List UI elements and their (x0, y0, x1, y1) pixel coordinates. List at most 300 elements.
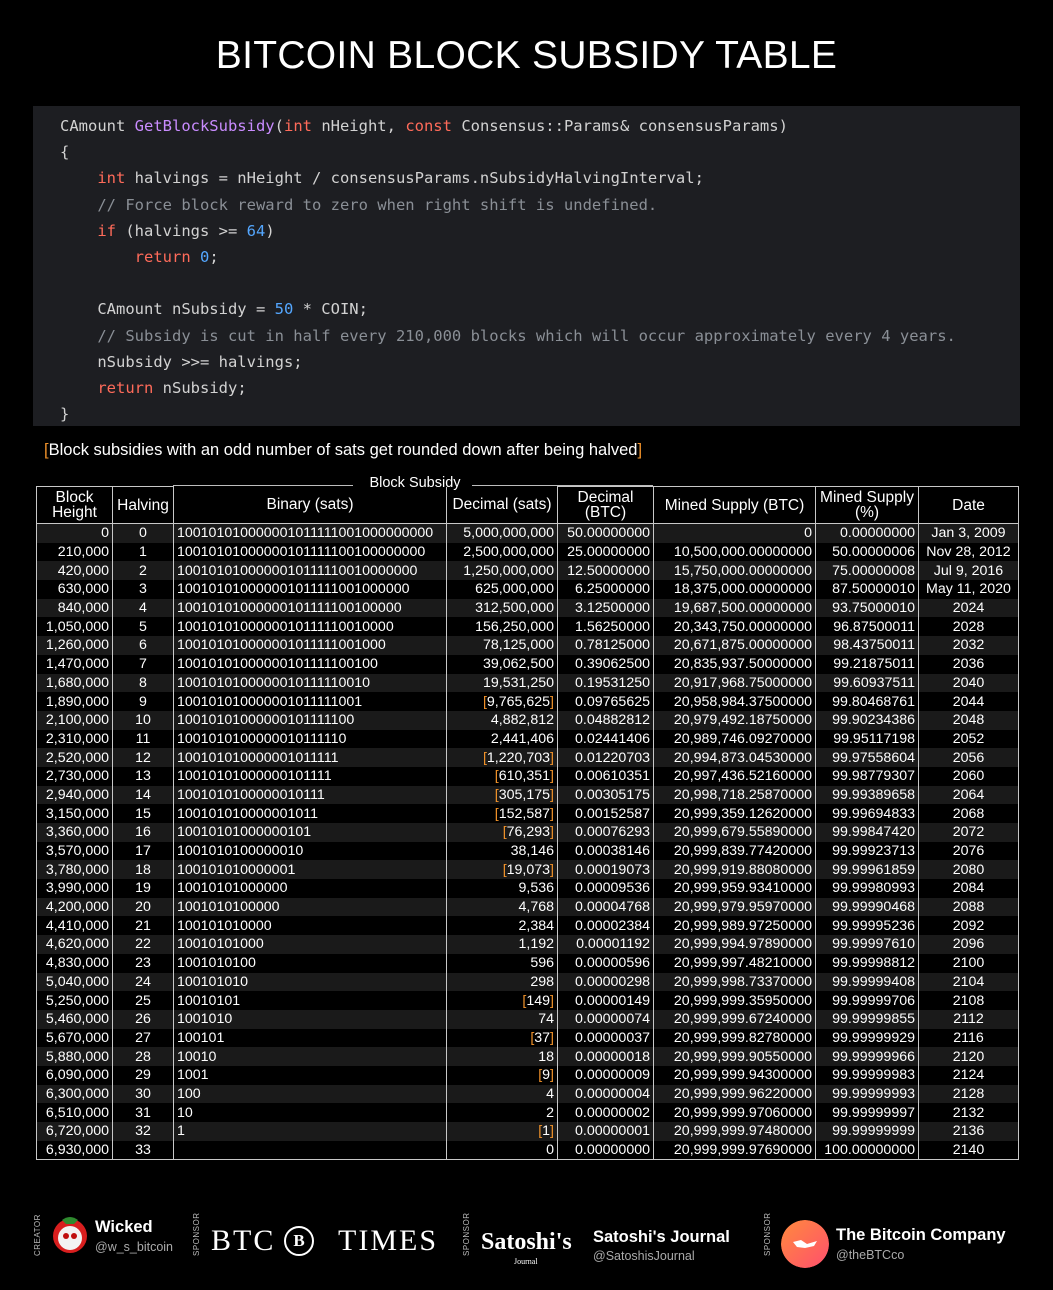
cell-date: 2108 (919, 991, 1019, 1010)
cell-mined-supply: 20,999,999.94300000 (654, 1066, 816, 1085)
cell-block-height: 630,000 (37, 580, 113, 599)
table-row (37, 711, 1019, 730)
cell-date: 2116 (919, 1029, 1019, 1048)
cell-date: 2032 (919, 636, 1019, 655)
cell-mined-supply: 19,687,500.00000000 (654, 599, 816, 618)
cell-mined-supply: 20,999,999.35950000 (654, 991, 816, 1010)
table-row (37, 1029, 1019, 1048)
cell-binary: 10010101000000101111100100 (174, 655, 447, 674)
cell-mined-supply-pct: 99.99694833 (816, 804, 919, 823)
cell-date: 2072 (919, 823, 1019, 842)
cell-mined-supply-pct: 99.99990468 (816, 898, 919, 917)
table-row (37, 674, 1019, 693)
code-line: return nSubsidy; (97, 378, 247, 397)
cell-mined-supply-pct: 99.99923713 (816, 842, 919, 861)
cell-halving: 0 (113, 524, 174, 543)
note-text: Block subsidies with an odd number of sats get rounded down after being halved (48, 441, 638, 459)
bitcoin-company-name: The Bitcoin Company (836, 1226, 1006, 1244)
cell-mined-supply-pct: 99.99999966 (816, 1047, 919, 1066)
cell-date: Jul 9, 2016 (919, 561, 1019, 580)
cell-halving: 23 (113, 954, 174, 973)
cell-decimal-sats: 298 (447, 973, 558, 992)
cell-binary: 1001010100 (174, 954, 447, 973)
cell-date: 2128 (919, 1085, 1019, 1104)
code-line: nSubsidy >>= halvings; (60, 352, 303, 371)
cell-halving: 20 (113, 898, 174, 917)
cell-binary (174, 1141, 447, 1160)
code-line: // Subsidy is cut in half every 210,000 blocks which will occur approximately every 4 years. (97, 326, 956, 345)
code-line: int halvings = nHeight / consensusParams.nSubsidyHalvingInterval; (97, 169, 704, 188)
cell-mined-supply: 20,999,999.97060000 (654, 1103, 816, 1122)
cell-decimal-btc: 0.00002384 (558, 916, 654, 935)
cell-mined-supply-pct: 99.90234386 (816, 711, 919, 730)
cell-mined-supply-pct: 99.80468761 (816, 692, 919, 711)
btc-times-logo-right: TIMES (338, 1224, 438, 1257)
code-line: } (60, 405, 70, 424)
cell-binary: 1001 (174, 1066, 447, 1085)
table-row (37, 636, 1019, 655)
cell-halving: 24 (113, 973, 174, 992)
cell-decimal-btc: 0.00000001 (558, 1122, 654, 1141)
cell-binary: 100101 (174, 1029, 447, 1048)
cell-binary: 100101010000001011 (174, 804, 447, 823)
cell-mined-supply-pct: 87.50000010 (816, 580, 919, 599)
table-row (37, 823, 1019, 842)
cell-date: 2036 (919, 655, 1019, 674)
table-header-row (37, 487, 1019, 524)
satoshis-journal-name: Satoshi's Journal (593, 1228, 730, 1246)
cell-date: 2064 (919, 786, 1019, 805)
cell-date: 2112 (919, 1010, 1019, 1029)
cell-binary: 100101010000001011111 (174, 748, 447, 767)
cell-halving: 16 (113, 823, 174, 842)
cell-binary: 100101010000001011111001 (174, 692, 447, 711)
cell-mined-supply: 0 (654, 524, 816, 543)
cell-decimal-sats: 18 (447, 1047, 558, 1066)
cell-halving: 30 (113, 1085, 174, 1104)
sponsor-label-3: SPONSOR (763, 1212, 772, 1256)
cell-decimal-btc: 0.00001192 (558, 935, 654, 954)
bitcoin-company-handle: @theBTCco (836, 1248, 905, 1262)
cell-decimal-btc: 0.00009536 (558, 879, 654, 898)
cell-mined-supply-pct: 99.99995236 (816, 916, 919, 935)
cell-decimal-btc: 0.01220703 (558, 748, 654, 767)
cell-halving: 2 (113, 561, 174, 580)
cell-halving: 10 (113, 711, 174, 730)
subsidy-table (36, 486, 1019, 1160)
cell-mined-supply-pct: 99.99999855 (816, 1010, 919, 1029)
cell-decimal-btc: 0.00305175 (558, 786, 654, 805)
cell-decimal-btc: 0.00000018 (558, 1047, 654, 1066)
cell-mined-supply-pct: 98.43750011 (816, 636, 919, 655)
cell-halving: 31 (113, 1103, 174, 1122)
cell-halving: 7 (113, 655, 174, 674)
cell-block-height: 1,680,000 (37, 674, 113, 693)
header-halving: Halving (113, 487, 174, 524)
cell-block-height: 3,780,000 (37, 860, 113, 879)
cell-date: Nov 28, 2012 (919, 543, 1019, 562)
table-row (37, 935, 1019, 954)
table-row (37, 1141, 1019, 1160)
cell-mined-supply: 20,999,999.96220000 (654, 1085, 816, 1104)
cell-binary: 10010101 (174, 991, 447, 1010)
cell-halving: 17 (113, 842, 174, 861)
cell-mined-supply-pct: 99.99999706 (816, 991, 919, 1010)
cell-binary: 10 (174, 1103, 447, 1122)
cell-decimal-btc: 25.00000000 (558, 543, 654, 562)
cell-block-height: 0 (37, 524, 113, 543)
cell-block-height: 2,940,000 (37, 786, 113, 805)
cell-decimal-sats: 2,384 (447, 916, 558, 935)
cell-decimal-btc: 0.39062500 (558, 655, 654, 674)
header-binary: Binary (sats) (174, 487, 447, 524)
cell-binary: 100 (174, 1085, 447, 1104)
cell-mined-supply-pct: 99.99998812 (816, 954, 919, 973)
cell-mined-supply: 20,989,746.09270000 (654, 730, 816, 749)
cell-mined-supply-pct: 99.99999929 (816, 1029, 919, 1048)
cell-decimal-btc: 1.56250000 (558, 617, 654, 636)
cell-date: May 11, 2020 (919, 580, 1019, 599)
btc-times-logo-left: BTC (211, 1224, 276, 1257)
creator-avatar (52, 1216, 88, 1256)
table-row (37, 860, 1019, 879)
cell-mined-supply-pct: 99.99999993 (816, 1085, 919, 1104)
cell-mined-supply: 20,999,999.97690000 (654, 1141, 816, 1160)
cell-decimal-sats: 596 (447, 954, 558, 973)
cell-block-height: 3,150,000 (37, 804, 113, 823)
cell-decimal-sats: 74 (447, 1010, 558, 1029)
table-row (37, 617, 1019, 636)
header-block-height: Block Height (37, 487, 113, 524)
cell-decimal-sats: [149] (447, 991, 558, 1010)
table-row (37, 804, 1019, 823)
creator-label: CREATOR (33, 1214, 42, 1256)
cell-binary: 10010101000000101111100100000 (174, 599, 447, 618)
creator-name: Wicked (95, 1218, 153, 1236)
cell-decimal-sats: 1,250,000,000 (447, 561, 558, 580)
cell-binary: 10010101000000101111100 (174, 711, 447, 730)
header-decimal-sats: Decimal (sats) (447, 487, 558, 524)
code-line: // Force block reward to zero when right shift is undefined. (97, 195, 658, 214)
cell-binary: 1001010100000010111 (174, 786, 447, 805)
cell-halving: 33 (113, 1141, 174, 1160)
cell-decimal-btc: 0.00152587 (558, 804, 654, 823)
cell-binary: 1001010 (174, 1010, 447, 1029)
cell-block-height: 210,000 (37, 543, 113, 562)
cell-halving: 13 (113, 767, 174, 786)
cell-block-height: 5,460,000 (37, 1010, 113, 1029)
cell-date: 2024 (919, 599, 1019, 618)
cell-halving: 21 (113, 916, 174, 935)
code-line: CAmount nSubsidy = 50 * COIN; (60, 300, 368, 319)
cell-mined-supply-pct: 99.99999983 (816, 1066, 919, 1085)
header-mined-supply-pct: Mined Supply (%) (816, 487, 919, 524)
cell-halving: 27 (113, 1029, 174, 1048)
cell-block-height: 1,260,000 (37, 636, 113, 655)
cell-block-height: 6,720,000 (37, 1122, 113, 1141)
cell-decimal-btc: 0.00000074 (558, 1010, 654, 1029)
cell-block-height: 2,100,000 (37, 711, 113, 730)
cell-mined-supply: 15,750,000.00000000 (654, 561, 816, 580)
table-row (37, 1085, 1019, 1104)
cell-block-height: 1,890,000 (37, 692, 113, 711)
cell-halving: 29 (113, 1066, 174, 1085)
cell-mined-supply-pct: 99.99961859 (816, 860, 919, 879)
cell-mined-supply-pct: 75.00000008 (816, 561, 919, 580)
cell-halving: 28 (113, 1047, 174, 1066)
cell-decimal-btc: 0.19531250 (558, 674, 654, 693)
cell-binary: 1001010100000010111110010000000 (174, 561, 447, 580)
cell-decimal-sats: 0 (447, 1141, 558, 1160)
cell-binary: 1001010100000010 (174, 842, 447, 861)
cell-mined-supply: 20,999,999.82780000 (654, 1029, 816, 1048)
cell-decimal-sats: [76,293] (447, 823, 558, 842)
cell-binary: 100101010000001011111001000 (174, 636, 447, 655)
cell-binary: 100101010000001011111001000000000 (174, 524, 447, 543)
cell-block-height: 6,090,000 (37, 1066, 113, 1085)
cell-date: Jan 3, 2009 (919, 524, 1019, 543)
cell-mined-supply: 20,999,989.97250000 (654, 916, 816, 935)
cell-decimal-sats: 78,125,000 (447, 636, 558, 655)
code-line: if (halvings >= 64) (97, 221, 275, 240)
cell-binary: 10010101000 (174, 935, 447, 954)
cell-mined-supply: 20,999,999.97480000 (654, 1122, 816, 1141)
cell-decimal-sats: [1,220,703] (447, 748, 558, 767)
cell-date: 2092 (919, 916, 1019, 935)
cell-decimal-sats: 9,536 (447, 879, 558, 898)
cell-block-height: 1,050,000 (37, 617, 113, 636)
cell-decimal-btc: 3.12500000 (558, 599, 654, 618)
cell-binary: 100101010 (174, 973, 447, 992)
cell-mined-supply-pct: 99.99999999 (816, 1122, 919, 1141)
cell-decimal-btc: 0.00000037 (558, 1029, 654, 1048)
cell-mined-supply: 20,999,679.55890000 (654, 823, 816, 842)
cell-mined-supply-pct: 99.97558604 (816, 748, 919, 767)
cell-block-height: 3,570,000 (37, 842, 113, 861)
cell-date: 2088 (919, 898, 1019, 917)
cell-decimal-sats: [152,587] (447, 804, 558, 823)
cell-mined-supply-pct: 99.98779307 (816, 767, 919, 786)
cell-date: 2084 (919, 879, 1019, 898)
cell-mined-supply: 20,999,998.73370000 (654, 973, 816, 992)
cell-block-height: 5,670,000 (37, 1029, 113, 1048)
cell-mined-supply: 20,999,999.90550000 (654, 1047, 816, 1066)
cell-decimal-btc: 12.50000000 (558, 561, 654, 580)
cell-halving: 22 (113, 935, 174, 954)
cell-date: 2080 (919, 860, 1019, 879)
cell-binary: 1001010100000010111110 (174, 730, 447, 749)
table-row (37, 879, 1019, 898)
cell-date: 2120 (919, 1047, 1019, 1066)
cell-decimal-sats: [1] (447, 1122, 558, 1141)
table-row (37, 1066, 1019, 1085)
footer-sponsors (0, 1212, 1053, 1282)
cell-decimal-sats: 4 (447, 1085, 558, 1104)
cell-halving: 6 (113, 636, 174, 655)
table-row (37, 730, 1019, 749)
cell-mined-supply: 20,999,919.88080000 (654, 860, 816, 879)
cell-mined-supply: 10,500,000.00000000 (654, 543, 816, 562)
cell-mined-supply-pct: 99.99980993 (816, 879, 919, 898)
cell-decimal-btc: 0.02441406 (558, 730, 654, 749)
cell-mined-supply-pct: 99.99999997 (816, 1103, 919, 1122)
table-row (37, 599, 1019, 618)
cell-halving: 3 (113, 580, 174, 599)
header-date: Date (919, 487, 1019, 524)
cell-mined-supply-pct: 99.21875011 (816, 655, 919, 674)
cell-mined-supply-pct: 99.99847420 (816, 823, 919, 842)
cell-mined-supply-pct: 99.99999408 (816, 973, 919, 992)
cell-block-height: 5,880,000 (37, 1047, 113, 1066)
cell-decimal-btc: 0.00019073 (558, 860, 654, 879)
cell-halving: 11 (113, 730, 174, 749)
cell-decimal-sats: [37] (447, 1029, 558, 1048)
cell-mined-supply: 20,999,979.95970000 (654, 898, 816, 917)
cell-date: 2056 (919, 748, 1019, 767)
page-title: BITCOIN BLOCK SUBSIDY TABLE (215, 34, 838, 77)
cell-halving: 19 (113, 879, 174, 898)
cell-date: 2028 (919, 617, 1019, 636)
satoshis-journal-logo: Satoshi's (481, 1229, 572, 1255)
cell-decimal-btc: 0.00000298 (558, 973, 654, 992)
cell-mined-supply: 20,999,959.93410000 (654, 879, 816, 898)
cell-mined-supply: 20,999,997.48210000 (654, 954, 816, 973)
cell-date: 2132 (919, 1103, 1019, 1122)
cell-binary: 1001010100000010111110010 (174, 674, 447, 693)
satoshis-journal-handle: @SatoshisJournal (593, 1249, 695, 1263)
cell-decimal-btc: 0.00000000 (558, 1141, 654, 1160)
code-line (60, 270, 1020, 296)
cell-binary: 10010 (174, 1047, 447, 1066)
cell-block-height: 1,470,000 (37, 655, 113, 674)
cell-date: 2068 (919, 804, 1019, 823)
cell-decimal-sats: 1,192 (447, 935, 558, 954)
cell-halving: 32 (113, 1122, 174, 1141)
cell-halving: 18 (113, 860, 174, 879)
cell-date: 2040 (919, 674, 1019, 693)
cell-block-height: 4,830,000 (37, 954, 113, 973)
code-line: CAmount GetBlockSubsidy(int nHeight, const Consensus::Params& consensusParams) (60, 117, 788, 135)
cell-halving: 14 (113, 786, 174, 805)
sponsor-label-1: SPONSOR (192, 1212, 201, 1256)
note-close-bracket: ] (637, 441, 643, 459)
cell-binary: 10010101000000101111 (174, 767, 447, 786)
cell-binary: 100101010000001 (174, 860, 447, 879)
cell-mined-supply: 20,999,839.77420000 (654, 842, 816, 861)
cell-block-height: 2,730,000 (37, 767, 113, 786)
btc-times-coin-icon: B (284, 1226, 314, 1256)
table-row (37, 786, 1019, 805)
cell-decimal-btc: 0.00000149 (558, 991, 654, 1010)
table-row (37, 991, 1019, 1010)
table-row (37, 842, 1019, 861)
cell-date: 2136 (919, 1122, 1019, 1141)
table-row (37, 973, 1019, 992)
cell-mined-supply: 20,999,994.97890000 (654, 935, 816, 954)
cell-mined-supply: 20,343,750.00000000 (654, 617, 816, 636)
cell-decimal-sats: [305,175] (447, 786, 558, 805)
cell-decimal-btc: 6.25000000 (558, 580, 654, 599)
cell-date: 2044 (919, 692, 1019, 711)
table-row (37, 954, 1019, 973)
cell-block-height: 3,990,000 (37, 879, 113, 898)
cell-mined-supply-pct: 50.00000006 (816, 543, 919, 562)
cell-block-height: 4,410,000 (37, 916, 113, 935)
cell-date: 2100 (919, 954, 1019, 973)
cell-block-height: 3,360,000 (37, 823, 113, 842)
cell-date: 2060 (919, 767, 1019, 786)
cell-decimal-sats: [19,073] (447, 860, 558, 879)
cell-decimal-sats: 38,146 (447, 842, 558, 861)
cell-block-height: 840,000 (37, 599, 113, 618)
cell-halving: 4 (113, 599, 174, 618)
cell-halving: 12 (113, 748, 174, 767)
cell-binary: 100101010000001011111001000000 (174, 580, 447, 599)
creator-handle: @w_s_bitcoin (95, 1240, 174, 1254)
table-row (37, 1103, 1019, 1122)
cell-decimal-btc: 0.00000002 (558, 1103, 654, 1122)
cell-binary: 10010101000000101 (174, 823, 447, 842)
cell-binary: 100101010000 (174, 916, 447, 935)
table-row (37, 1122, 1019, 1141)
cell-mined-supply-pct: 0.00000000 (816, 524, 919, 543)
cell-halving: 1 (113, 543, 174, 562)
cell-block-height: 5,250,000 (37, 991, 113, 1010)
cell-decimal-sats: 156,250,000 (447, 617, 558, 636)
cell-mined-supply: 20,835,937.50000000 (654, 655, 816, 674)
cell-block-height: 6,300,000 (37, 1085, 113, 1104)
cell-block-height: 420,000 (37, 561, 113, 580)
cell-halving: 9 (113, 692, 174, 711)
cell-decimal-btc: 0.00000596 (558, 954, 654, 973)
code-block (33, 106, 1020, 426)
cell-block-height: 2,310,000 (37, 730, 113, 749)
cell-date: 2104 (919, 973, 1019, 992)
cell-mined-supply-pct: 99.99389658 (816, 786, 919, 805)
table-row (37, 748, 1019, 767)
code-line: { (60, 143, 70, 162)
cell-date: 2140 (919, 1141, 1019, 1160)
cell-decimal-sats: 19,531,250 (447, 674, 558, 693)
header-mined-supply: Mined Supply (BTC) (654, 487, 816, 524)
cell-decimal-sats: 4,882,812 (447, 711, 558, 730)
cell-decimal-sats: [610,351] (447, 767, 558, 786)
cell-mined-supply: 20,999,359.12620000 (654, 804, 816, 823)
cell-halving: 5 (113, 617, 174, 636)
cell-date: 2124 (919, 1066, 1019, 1085)
cell-block-height: 2,520,000 (37, 748, 113, 767)
cell-halving: 15 (113, 804, 174, 823)
table-row (37, 1047, 1019, 1066)
cell-mined-supply: 20,958,984.37500000 (654, 692, 816, 711)
cell-date: 2048 (919, 711, 1019, 730)
cell-decimal-btc: 0.00076293 (558, 823, 654, 842)
block-subsidy-group-label: Block Subsidy (369, 475, 461, 491)
cell-halving: 25 (113, 991, 174, 1010)
code-line: return 0; (134, 247, 219, 266)
cell-mined-supply: 20,998,718.25870000 (654, 786, 816, 805)
table-row (37, 692, 1019, 711)
cell-mined-supply: 20,671,875.00000000 (654, 636, 816, 655)
cell-decimal-sats: [9] (447, 1066, 558, 1085)
table-row (37, 898, 1019, 917)
header-decimal-btc: Decimal (BTC) (558, 487, 654, 524)
cell-decimal-btc: 0.00000009 (558, 1066, 654, 1085)
cell-date: 2076 (919, 842, 1019, 861)
rounding-note (44, 441, 642, 460)
cell-decimal-sats: [9,765,625] (447, 692, 558, 711)
cell-mined-supply-pct: 96.87500011 (816, 617, 919, 636)
